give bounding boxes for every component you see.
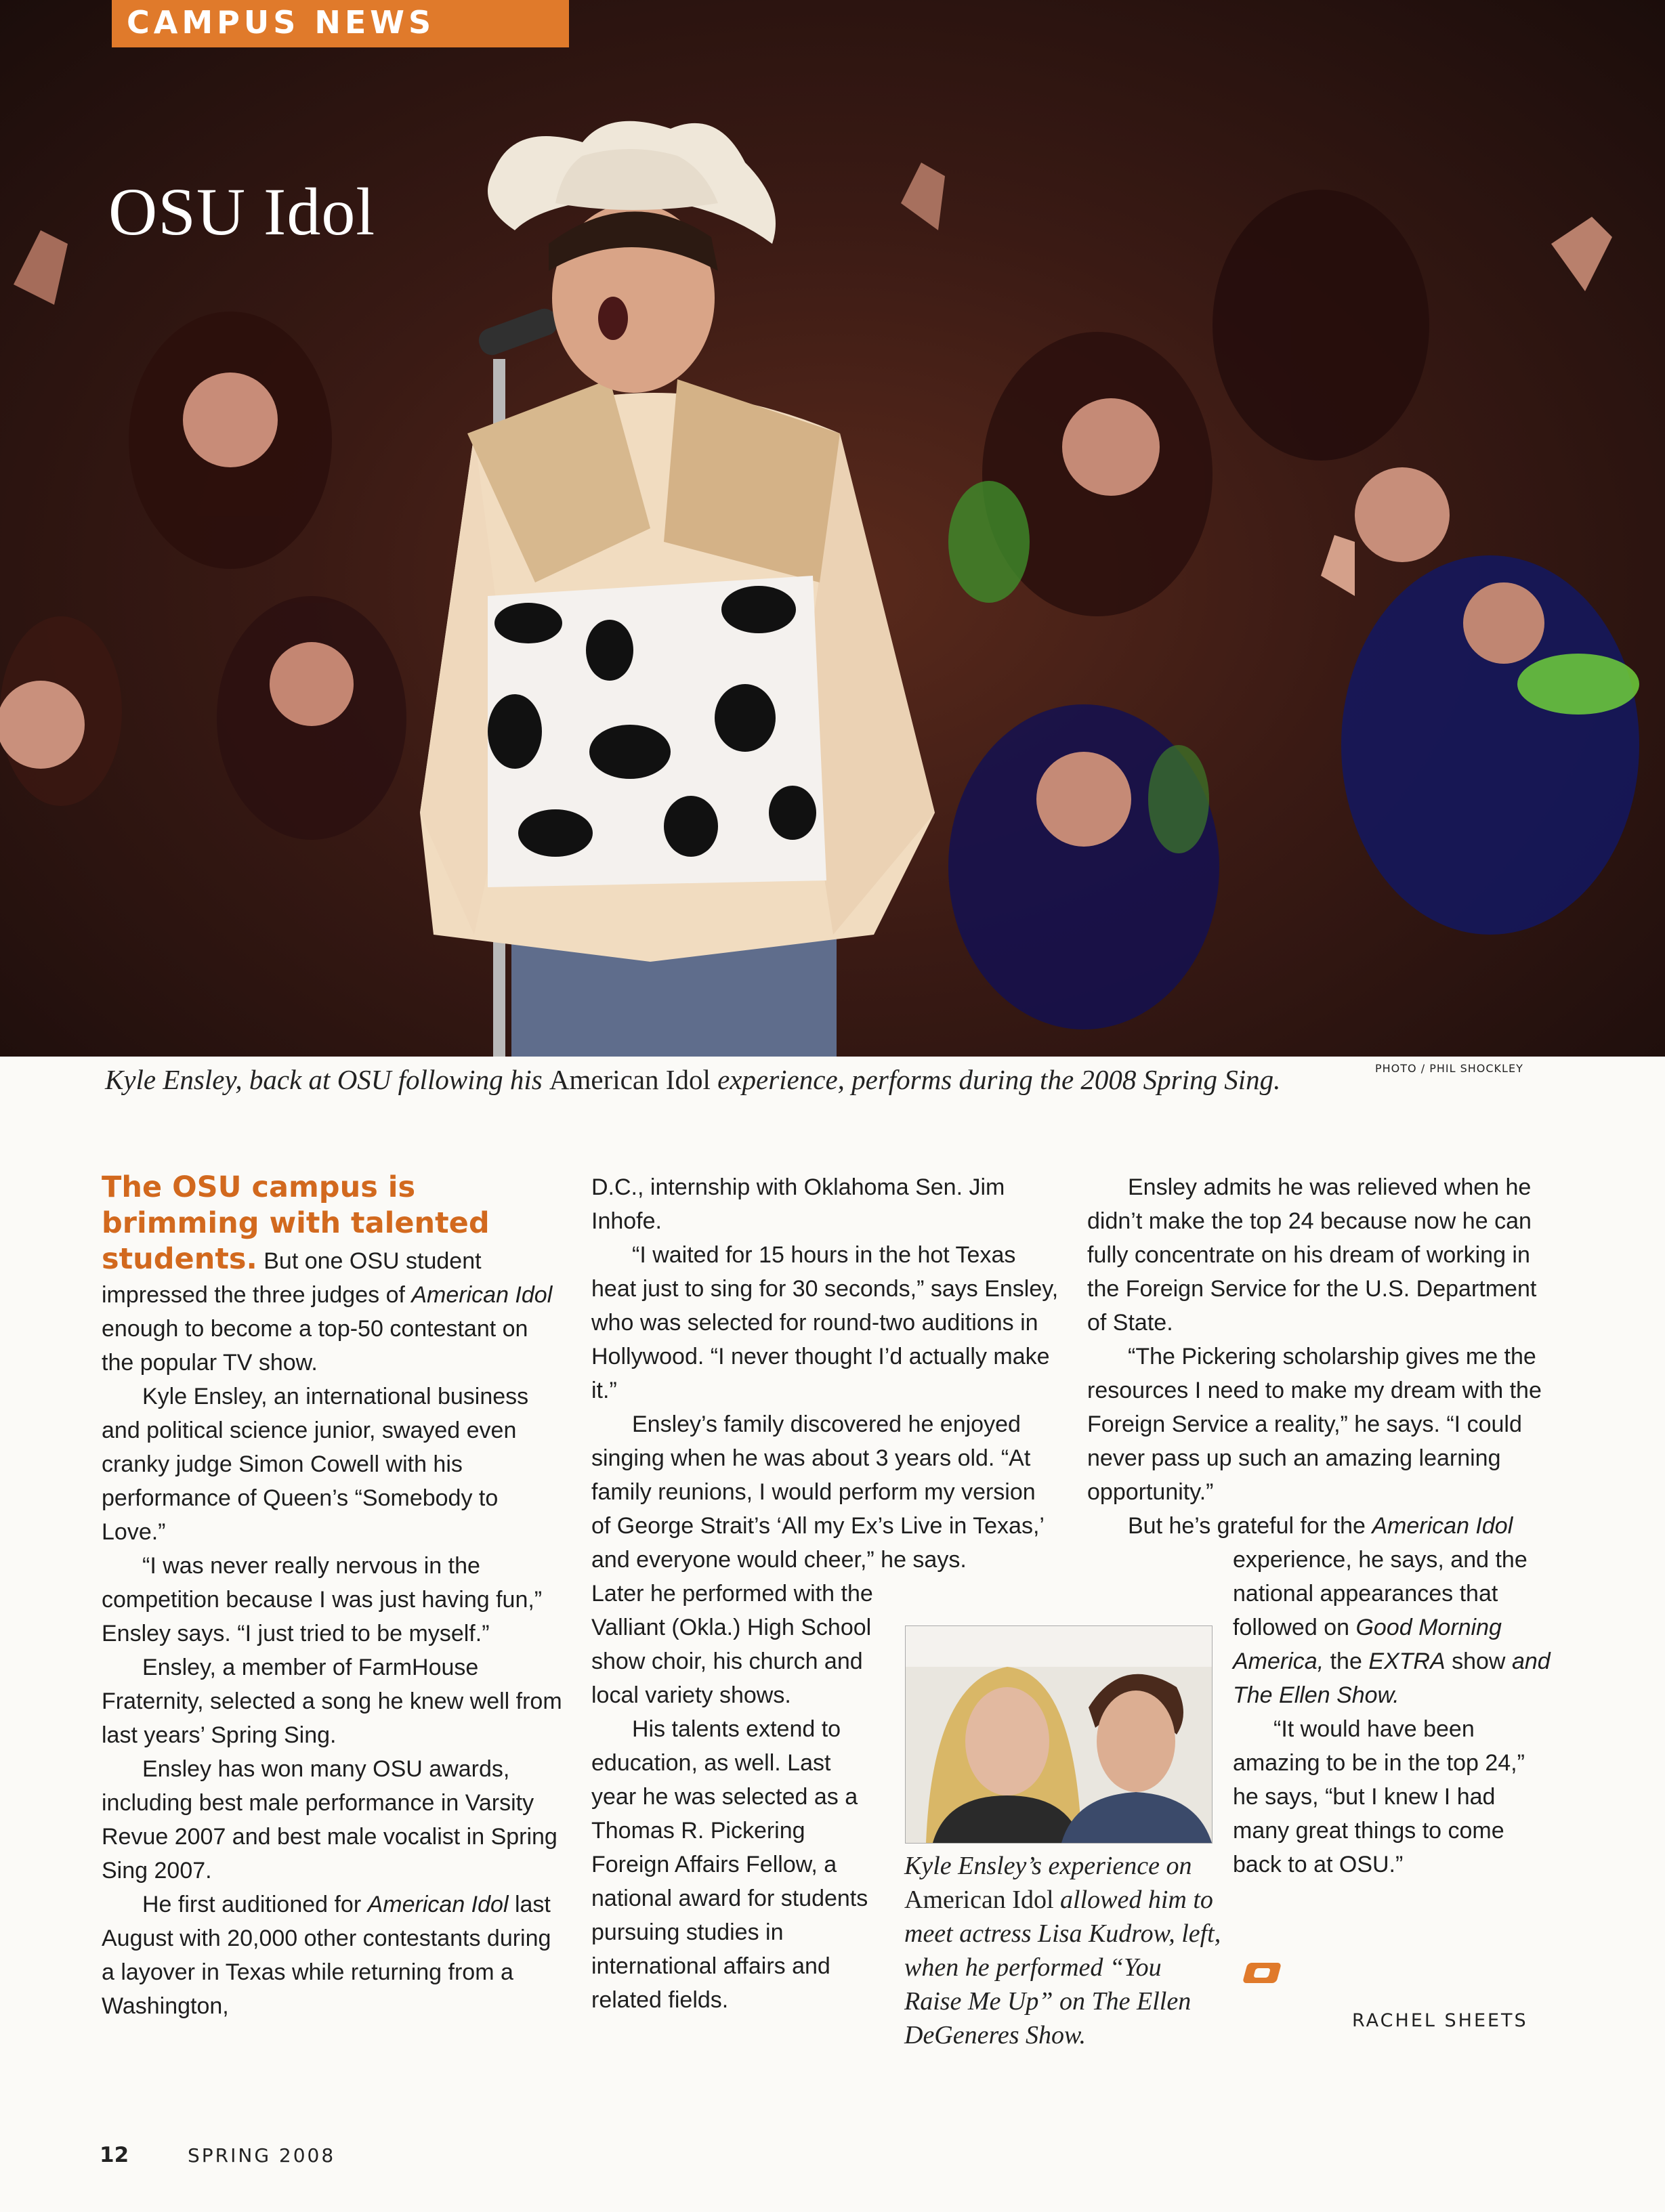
text-run: The Ellen DeGeneres Show.	[904, 1987, 1192, 2049]
article-headline: OSU Idol	[108, 174, 376, 249]
italic-run: Good Morning America,	[1233, 1615, 1502, 1674]
paragraph: Ensley’s family discovered he enjoyed singing when he was about 3 years old. “At family reunions, I would perform my version of George Strait’s ‘All my Ex’s Live in Texas,’ and everyone would cheer,” he says.	[591, 1411, 1044, 1573]
photo-caption-part: Kyle Ensley, back at OSU following his	[105, 1064, 549, 1095]
italic-run: American Idol	[367, 1892, 509, 1917]
text-run: show	[1445, 1649, 1512, 1674]
photo-credit: PHOTO / PHIL SHOCKLEY	[1375, 1062, 1523, 1075]
text-run: He first auditioned for	[142, 1892, 368, 1917]
paragraph	[1233, 1543, 1551, 1712]
text-run: allowed him to meet actress Lisa Kudrow, left, when he performed “You Raise Me Up” on	[904, 1886, 1221, 2016]
italic-run: and The Ellen Show.	[1233, 1649, 1551, 1708]
text-run: But one OSU student impressed the three judges of	[102, 1248, 482, 1308]
text-run: enough to become a top-50 contestant on the popular TV show.	[102, 1316, 528, 1376]
hero-photo	[0, 0, 1665, 1057]
section-tag: CAMPUS NEWS	[112, 0, 569, 47]
paragraph	[102, 1888, 562, 2023]
paragraph: D.C., internship with Oklahoma Sen. Jim Inhofe.	[591, 1174, 1005, 1234]
text-run: last August with 20,000 other contestants during a layover in Texas while returning from a Washington,	[102, 1892, 551, 2019]
text-run: But he’s grateful for the	[1128, 1513, 1372, 1539]
photo-caption	[105, 1063, 1280, 1096]
paragraph: Later he performed with the Valliant (Okla.) High School show choir, his church and local variety shows.	[591, 1581, 873, 1708]
byline: RACHEL SHEETS	[1352, 2010, 1528, 2031]
inset-photo	[905, 1625, 1213, 1844]
paragraph	[102, 1170, 562, 1380]
paragraph: His talents extend to education, as well. Last year he was selected as a Thomas R. Pickering Foreign Affairs Fellow, a national award for students pursuing studies in international affairs and related fields.	[591, 1716, 868, 2013]
text-run: experience, he says, and the national appearances that followed on	[1233, 1547, 1527, 1640]
page-number: 12	[100, 2143, 129, 2167]
paragraph: “I waited for 15 hours in the hot Texas heat just to sing for 30 seconds,” says Ensley, who was selected for round-two auditions in Hollywood. “I never thought I’d actually make it.”	[591, 1242, 1059, 1403]
inset-photo-illustration	[906, 1626, 1212, 1843]
text-run: the	[1324, 1649, 1369, 1674]
inset-caption	[904, 1849, 1223, 2052]
lead-in: The OSU campus is brimming with talented students.	[102, 1170, 490, 1276]
paragraph: “The Pickering scholarship gives me the resources I need to make my dream with the Foreign Service a reality,” he says. “I could never pass up such an amazing learning opportunity.”	[1087, 1344, 1542, 1505]
article-column-1	[102, 1170, 562, 2023]
end-mark-icon	[1242, 1963, 1282, 1983]
italic-run: American Idol	[411, 1282, 553, 1308]
paragraph: Kyle Ensley, an international business and political science junior, swayed even cranky judge Simon Cowell with his performance of Queen’s “Somebody to Love.”	[102, 1384, 529, 1545]
text-run: Kyle Ensley’s experience on	[904, 1852, 1192, 1880]
hero-photo-illustration	[0, 0, 1665, 1057]
paragraph: Ensley has won many OSU awards, including best male performance in Varsity Revue 2007 and best male vocalist in Spring Sing 2007.	[102, 1756, 557, 1884]
photo-caption-show-title: American Idol	[549, 1064, 711, 1095]
italic-run: EXTRA	[1368, 1649, 1446, 1674]
italic-run: American Idol	[1372, 1513, 1513, 1539]
paragraph: “It would have been amazing to be in the top 24,” he says, “but I knew I had many great things to come back to at OSU.”	[1233, 1716, 1525, 1877]
paragraph: “I was never really nervous in the competition because I was just having fun,” Ensley says. “I just tried to be myself.”	[102, 1553, 543, 1646]
photo-caption-part: experience, performs during the 2008 Spring Sing.	[710, 1064, 1281, 1095]
paragraph: Ensley, a member of FarmHouse Fraternity, selected a song he knew well from last years’ Spring Sing.	[102, 1655, 562, 1748]
paragraph	[1087, 1509, 1555, 1543]
issue-label: SPRING 2008	[188, 2144, 336, 2167]
show-title: American Idol	[904, 1886, 1054, 1914]
paragraph: Ensley admits he was relieved when he didn’t make the top 24 because now he can fully concentrate on his dream of working in the Foreign Service for the U.S. Department of State.	[1087, 1174, 1537, 1336]
